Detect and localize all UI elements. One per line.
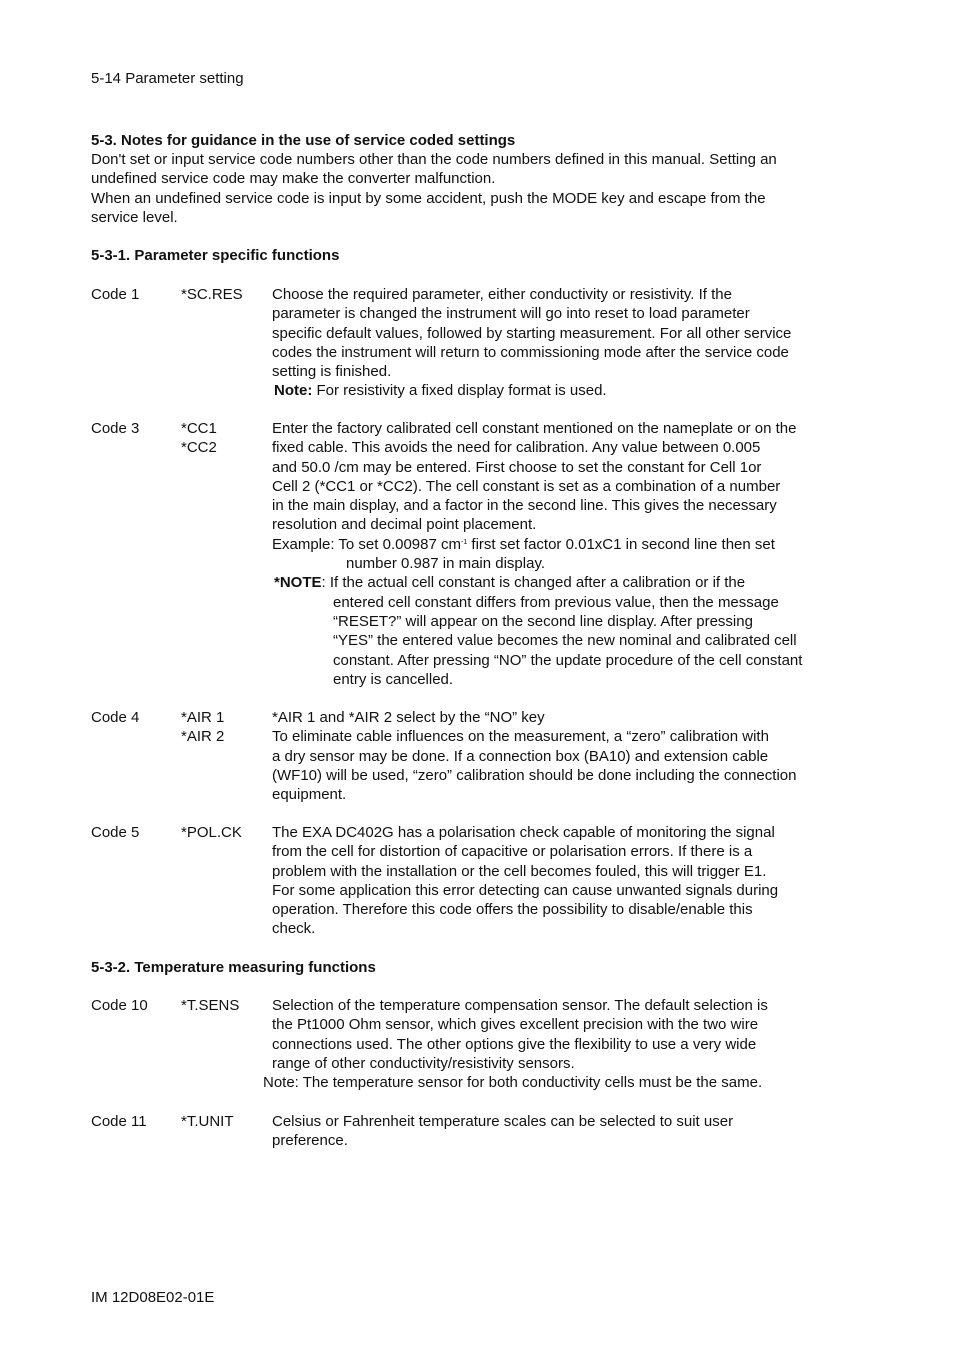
note-line: entry is cancelled. <box>333 670 454 688</box>
desc-line: Selection of the temperature compensation sensor. The default selection is <box>272 997 768 1014</box>
example-superscript: -1 <box>461 538 468 546</box>
code-name: *SC.RES <box>181 286 243 303</box>
desc-line: connections used. The other options give the flexibility to use a very wide <box>272 1035 757 1053</box>
desc-line: problem with the installation or the cell becomes fouled, this will trigger E1. <box>272 862 767 880</box>
subsection-title-parameter: 5-3-1. Parameter specific functions <box>91 247 340 264</box>
desc-line: equipment. <box>272 786 347 804</box>
code-description <box>272 285 847 401</box>
code-name-line: *AIR 2 <box>181 728 225 746</box>
code-description <box>263 996 847 1092</box>
page-header: 5-14 Parameter setting <box>91 70 244 87</box>
desc-line: specific default values, followed by starting measurement. For all other service <box>272 324 792 342</box>
desc-line: range of other conductivity/resistivity sensors. <box>272 1054 575 1072</box>
desc-line: codes the instrument will return to commissioning mode after the service code <box>272 343 789 361</box>
desc-line: setting is finished. <box>272 363 392 381</box>
note-line: constant. After pressing “NO” the update procedure of the cell constant <box>333 651 803 669</box>
desc-line: in the main display, and a factor in the second line. This gives the necessary <box>272 497 777 515</box>
note-line: “YES” the entered value becomes the new nominal and calibrated cell <box>333 632 797 650</box>
note-line <box>272 381 847 400</box>
desc-line: (WF10) will be used, “zero” calibration should be done including the connection <box>272 766 797 784</box>
example-text-a: Example: To set 0.00987 cm <box>272 535 461 553</box>
code-name <box>181 708 224 747</box>
code-number: Code 3 <box>91 420 140 437</box>
section-title: 5-3. Notes for guidance in the use of service coded settings <box>91 132 516 149</box>
code-description <box>272 708 847 804</box>
intro-line: undefined service code may make the converter malfunction. <box>91 170 496 188</box>
intro-line: Don't set or input service code numbers other than the code numbers defined in this manual. Setting an <box>91 151 777 168</box>
desc-line: Cell 2 (*CC1 or *CC2). The cell constant is set as a combination of a number <box>272 477 781 495</box>
desc-line: preference. <box>272 1132 348 1150</box>
desc-line: fixed cable. This avoids the need for calibration. Any value between 0.005 <box>272 439 761 457</box>
code-number: Code 4 <box>91 709 140 726</box>
example-line: number 0.987 in main display. <box>346 555 545 573</box>
code-name: *T.SENS <box>181 997 240 1014</box>
desc-line: parameter is changed the instrument will go into reset to load parameter <box>272 305 750 323</box>
desc-line: The EXA DC402G has a polarisation check capable of monitoring the signal <box>272 824 775 841</box>
desc-line: Celsius or Fahrenheit temperature scales can be selected to suit user <box>272 1113 734 1130</box>
section-intro <box>91 150 851 227</box>
example-text-b: first set factor 0.01xC1 in second line then set <box>467 535 775 553</box>
code-number: Code 5 <box>91 824 140 841</box>
note-line: Note: The temperature sensor for both conductivity cells must be the same. <box>263 1074 763 1092</box>
desc-line: and 50.0 /cm may be entered. First choose to set the constant for Cell 1or <box>272 458 762 476</box>
desc-line: the Pt1000 Ohm sensor, which gives excellent precision with the two wire <box>272 1016 759 1034</box>
note-label: Note: <box>274 382 313 400</box>
code-name <box>181 419 217 458</box>
note-line <box>272 573 847 592</box>
note-text: For resistivity a fixed display format is used. <box>312 382 607 400</box>
desc-line: resolution and decimal point placement. <box>272 516 537 534</box>
code-description <box>272 419 847 689</box>
code-name-line: *CC2 <box>181 439 217 457</box>
desc-line: *AIR 1 and *AIR 2 select by the “NO” key <box>272 709 545 726</box>
code-number: Code 10 <box>91 997 148 1014</box>
code-number: Code 1 <box>91 286 140 303</box>
note-line: entered cell constant differs from previous value, then the message <box>333 593 779 611</box>
intro-line: service level. <box>91 208 178 226</box>
code-description <box>272 823 847 939</box>
desc-line: check. <box>272 920 316 938</box>
page-footer: IM 12D08E02-01E <box>91 1289 215 1306</box>
example-line <box>272 535 847 554</box>
code-name: *POL.CK <box>181 824 242 841</box>
code-name-line: *CC1 <box>181 420 217 437</box>
code-number: Code 11 <box>91 1113 147 1130</box>
desc-line: To eliminate cable influences on the measurement, a “zero” calibration with <box>272 728 769 746</box>
desc-line: Choose the required parameter, either conductivity or resistivity. If the <box>272 286 732 303</box>
desc-line: Enter the factory calibrated cell constant mentioned on the nameplate or on the <box>272 420 797 437</box>
intro-line: When an undefined service code is input by some accident, push the MODE key and escape from the <box>91 189 766 207</box>
desc-line: a dry sensor may be done. If a connection box (BA10) and extension cable <box>272 747 769 765</box>
note-text: : If the actual cell constant is changed after a calibration or if the <box>321 574 746 592</box>
subsection-title-temperature: 5-3-2. Temperature measuring functions <box>91 959 376 976</box>
code-description <box>272 1112 847 1151</box>
desc-line: operation. Therefore this code offers the possibility to disable/enable this <box>272 901 753 919</box>
desc-line: For some application this error detecting can cause unwanted signals during <box>272 881 779 899</box>
note-label: *NOTE <box>274 574 322 592</box>
code-name: *T.UNIT <box>181 1113 234 1130</box>
note-line: “RESET?” will appear on the second line display. After pressing <box>333 612 753 630</box>
desc-line: from the cell for distortion of capacitive or polarisation errors. If there is a <box>272 843 753 861</box>
code-name-line: *AIR 1 <box>181 709 225 726</box>
